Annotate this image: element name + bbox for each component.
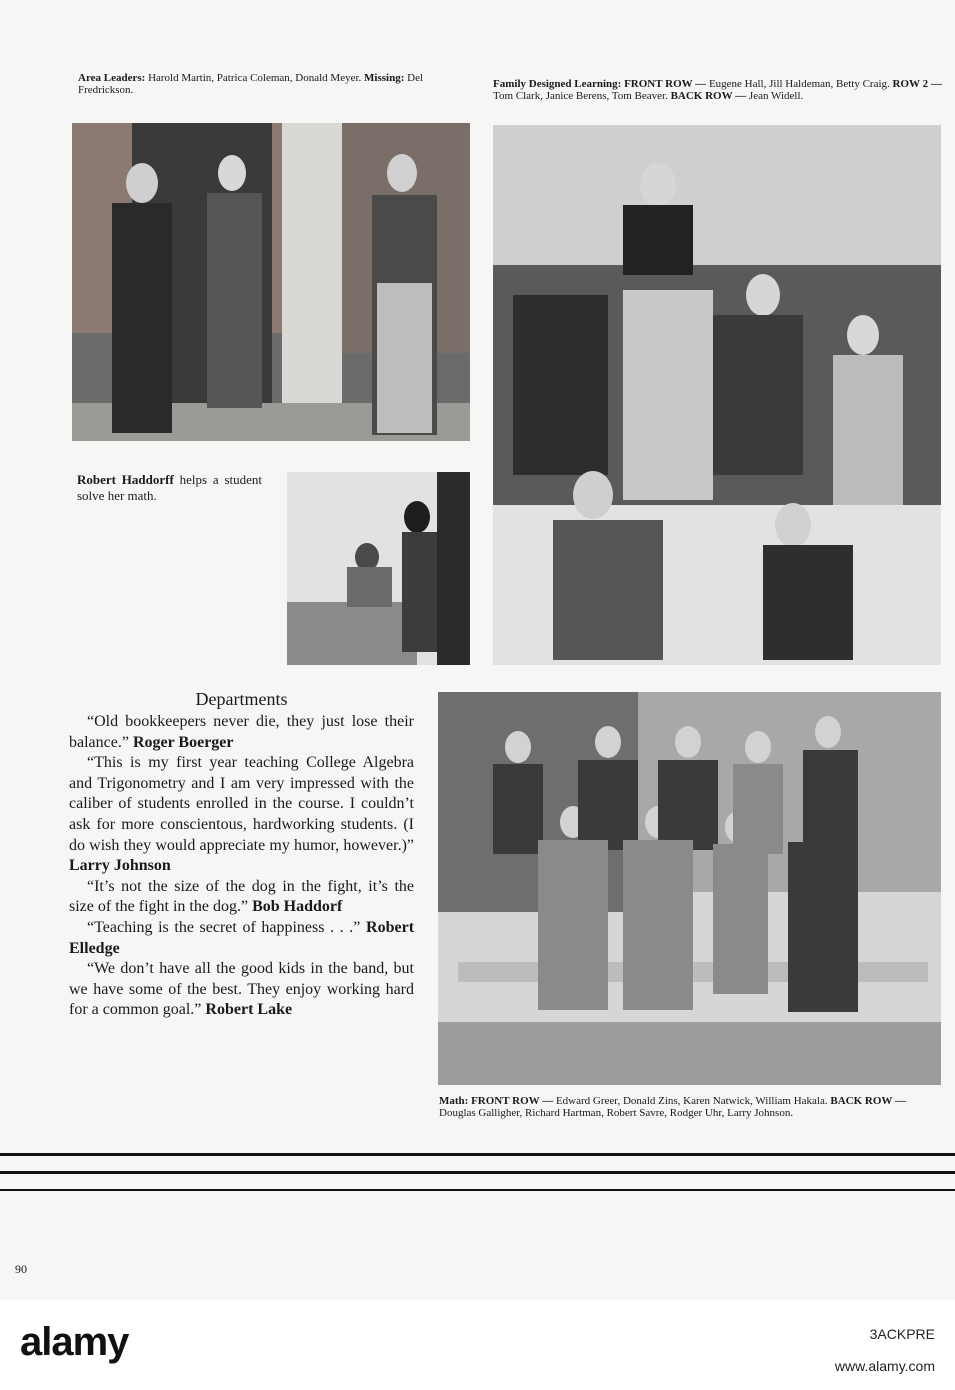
caption-family-designed-learning: Family Designed Learning: FRONT ROW — Eugene Hall, Jill Haldeman, Betty Craig. ROW 2 — Tom Clark, Janice Berens, Tom Beaver. BACK ROW — Jean Widell. — [493, 78, 942, 102]
quote: “Teaching is the secret of happiness . . .” Robert Elledge — [69, 918, 415, 957]
divider-rule — [0, 1189, 955, 1191]
quote: “It’s not the size of the dog in the fight, it’s the size of the fight in the dog.” Bob Haddorf — [69, 877, 414, 916]
site-url: www.alamy.com — [834, 1358, 935, 1374]
photo-math-department — [438, 692, 941, 1085]
photo-haddorff-student — [287, 472, 470, 665]
quote: “We don’t have all the good kids in the band, but we have some of the best. They enjoy working hard for a common goal.” Robert Lake — [69, 960, 414, 1019]
photo-family-designed-learning — [493, 125, 941, 665]
caption-math: Math: FRONT ROW — Edward Greer, Donald Zins, Karen Natwick, William Hakala. BACK ROW — Douglas Galligher, Richard Hartman, Robert Savre, Rodger Uhr, Larry Johnson. — [439, 1095, 906, 1119]
caption-haddorff: Robert Haddorff helps a student solve her math. — [77, 472, 262, 503]
quote: “Old bookkeepers never die, they just lose their balance.” Roger Boerger — [69, 713, 414, 751]
watermark-footer — [0, 1300, 955, 1390]
caption-area-leaders: Area Leaders: Harold Martin, Patrica Coleman, Donald Meyer. Missing: Del Fredrickson. — [78, 72, 424, 96]
quote: “This is my first year teaching College Algebra and Trigonometry and I am very impressed with the caliber of students enrolled in the course. I couldn’t ask for more conscientous, hardworking students. (I do wish they would appreciate my humor, however.)” Larry Johnson — [69, 754, 414, 875]
image-id: 3ACKPRE — [869, 1326, 935, 1342]
brand-logo: alamy — [20, 1320, 129, 1364]
divider-rule — [0, 1153, 955, 1156]
page-number: 90 — [15, 1262, 27, 1276]
photo-area-leaders — [72, 123, 470, 441]
divider-rule — [0, 1171, 955, 1174]
departments-section — [69, 688, 414, 1021]
departments-heading: Departments — [195, 689, 288, 709]
